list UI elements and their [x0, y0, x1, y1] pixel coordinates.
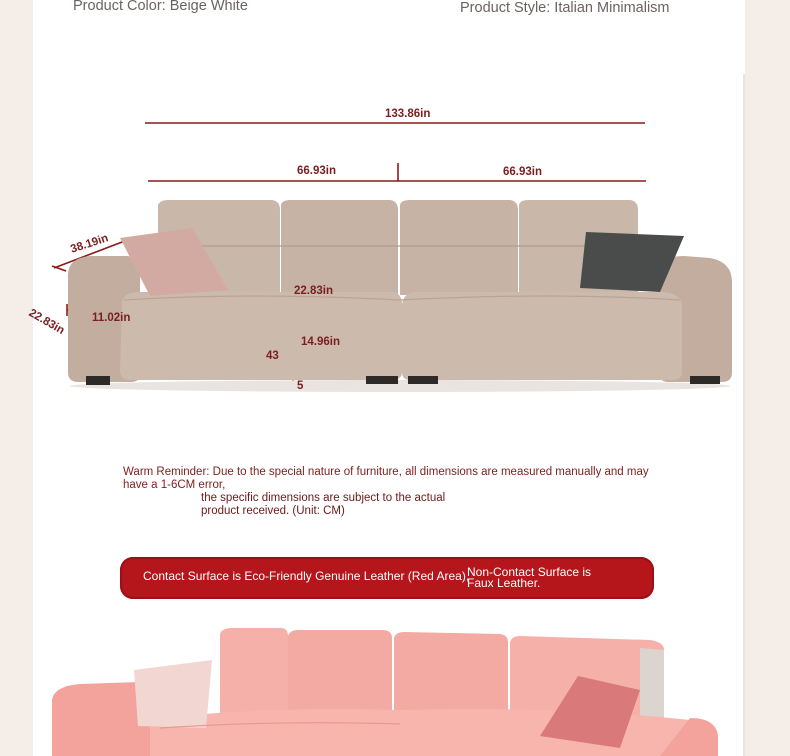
non-contact-surface-text: Non-Contact Surface is Faux Leather.: [467, 565, 592, 590]
material-banner: [120, 557, 654, 599]
reminder-line-3: product received. (Unit: CM): [201, 505, 345, 517]
reminder-line-1: Warm Reminder: Due to the special nature of furniture, all dimensions are measured manually and may have a 1-6CM error,: [123, 466, 649, 491]
right-half-width-label: 66.93in: [503, 166, 542, 178]
seat-height-label: 14.96in: [301, 336, 340, 348]
seat-depth-label: 22.83in: [294, 285, 333, 297]
pink-sofa-illustration: [0, 610, 790, 756]
contact-surface-text: Contact Surface is Eco-Friendly Genuine Leather (Red Area),: [143, 569, 470, 583]
total-height-label: 43: [266, 350, 279, 362]
product-color-spec: Product Color: Beige White: [73, 0, 248, 14]
total-width-label: 133.86in: [385, 108, 431, 120]
left-half-width-label: 66.93in: [297, 165, 336, 177]
side-depth-label: 22.83in: [26, 307, 67, 337]
warm-reminder: [123, 466, 663, 518]
leg-height-label: 5: [297, 380, 304, 392]
beige-sofa: [68, 200, 732, 392]
arm-width-label: 11.02in: [92, 312, 131, 324]
reminder-line-2: the specific dimensions are subject to the actual: [201, 492, 446, 504]
back-depth-label: 38.19in: [69, 232, 110, 256]
product-style-spec: Product Style: Italian Minimalism: [460, 0, 670, 16]
